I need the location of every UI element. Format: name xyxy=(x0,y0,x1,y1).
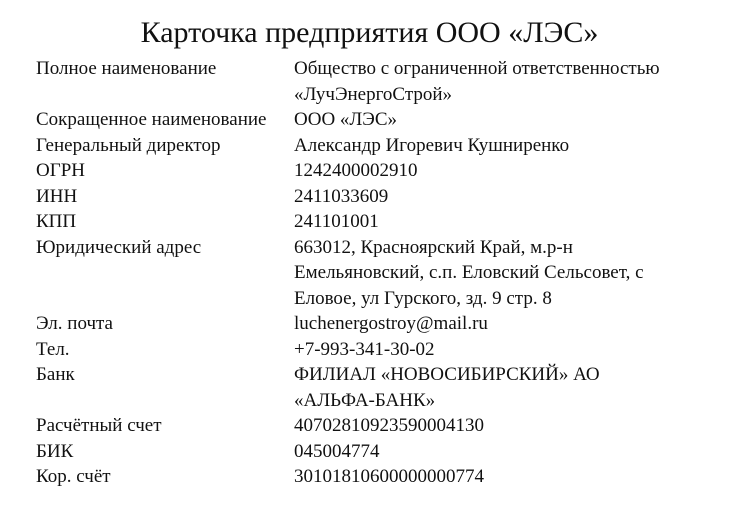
field-value-line: 663012, Красноярский Край, м.р-н xyxy=(294,236,573,258)
field-value xyxy=(294,158,716,184)
field-value-line: Александр Игоревич Кушниренко xyxy=(294,134,570,156)
field-value xyxy=(294,337,716,363)
row-checking-account xyxy=(36,413,716,439)
field-value xyxy=(294,464,716,490)
field-value xyxy=(294,107,716,133)
field-value-line: Общество с ограниченной ответственностью xyxy=(294,58,660,79)
field-value-line: «ЛучЭнергоСтрой» xyxy=(294,83,453,105)
field-label: Тел. xyxy=(36,338,70,360)
row-kpp xyxy=(36,209,716,235)
field-value xyxy=(294,133,716,159)
field-label: БИК xyxy=(36,440,74,462)
field-value-line: 30101810600000000774 xyxy=(294,466,484,487)
field-value xyxy=(294,184,716,210)
field-value xyxy=(294,413,716,439)
row-phone xyxy=(36,337,716,363)
row-ogrn xyxy=(36,158,716,184)
row-bank xyxy=(36,362,716,413)
field-label: Расчётный счет xyxy=(36,415,162,436)
field-value xyxy=(294,439,716,465)
field-value xyxy=(294,311,716,337)
field-label: Генеральный директор xyxy=(36,134,221,156)
row-general-director xyxy=(36,133,716,159)
row-short-name xyxy=(36,107,716,133)
row-legal-address xyxy=(36,235,716,312)
row-inn xyxy=(36,184,716,210)
field-label: КПП xyxy=(36,211,77,232)
field-value-line: ФИЛИАЛ «НОВОСИБИРСКИЙ» АО xyxy=(294,364,600,385)
field-value xyxy=(294,235,716,312)
field-label: Кор. счёт xyxy=(36,466,111,487)
field-value-line: +7-993-341-30-02 xyxy=(294,338,435,360)
field-value-line: 40702810923590004130 xyxy=(294,415,484,436)
field-label: Банк xyxy=(36,364,75,385)
field-value xyxy=(294,209,716,235)
row-email xyxy=(36,311,716,337)
field-label: ИНН xyxy=(36,185,78,207)
field-label: Сокращенное наименование xyxy=(36,109,267,130)
row-corr-account xyxy=(36,464,716,490)
details-table xyxy=(36,56,716,490)
field-value-line: Емельяновский, с.п. Еловский Сельсовет, с xyxy=(294,262,644,283)
row-full-name xyxy=(36,56,716,107)
field-label: Юридический адрес xyxy=(36,236,202,258)
field-value-line: 1242400002910 xyxy=(294,160,418,181)
page-title: Карточка предприятия ООО «ЛЭС» xyxy=(140,16,599,49)
field-value-line: ООО «ЛЭС» xyxy=(294,109,398,130)
field-value-line: «АЛЬФА-БАНК» xyxy=(294,389,436,411)
field-value xyxy=(294,56,716,107)
field-value xyxy=(294,362,716,413)
field-value-line: luchenergostroy@mail.ru xyxy=(294,313,488,334)
field-value-line: 045004774 xyxy=(294,440,380,462)
field-value-line: Еловое, ул Гурского, зд. 9 стр. 8 xyxy=(294,287,552,309)
row-bik xyxy=(36,439,716,465)
field-value-line: 241101001 xyxy=(294,211,379,232)
field-label: Полное наименование xyxy=(36,58,217,79)
field-label: Эл. почта xyxy=(36,313,113,334)
field-label: ОГРН xyxy=(36,160,85,181)
field-value-line: 2411033609 xyxy=(294,185,389,207)
